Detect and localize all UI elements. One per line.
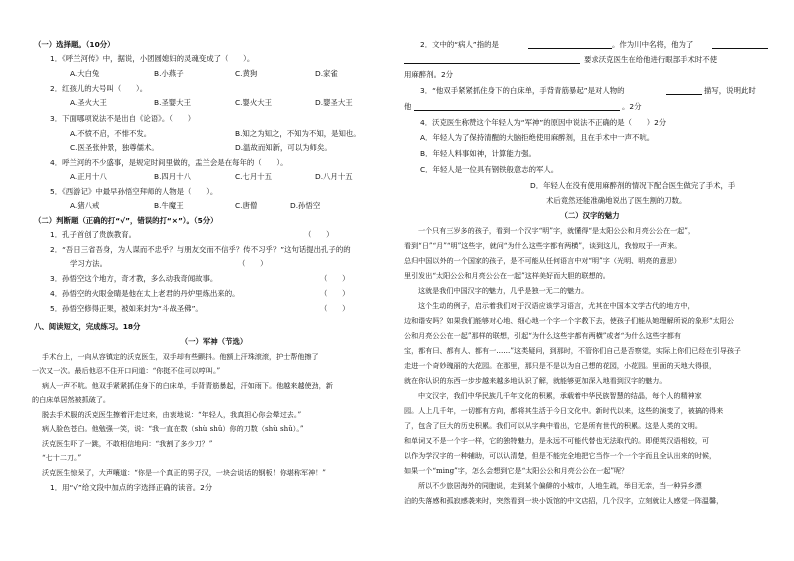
q5-option-d: D.孙悟空 [290,201,321,210]
q4-text: 4．呼兰河的不少盛事，是规定时间里做的，盂兰会是在每年的（ ）。 [50,158,288,167]
passage-1-line: “七十二刀。” [42,453,82,462]
passage-2-line: 一个只有三岁多的孩子，看到一个汉字“明”字，就懂得“是太阳公公和月亮公公在一起”， [418,226,695,235]
passage-2-line: 以作为学汉字的一种辅助，可以认清楚，但是不能完全地把它当作一个一个字而且全认出来的时候， [404,451,717,460]
reading-q2-part-3: 要求沃克医生在给他进行眼部手术时不使 [584,55,718,64]
passage-2-line: 泊的失落感和孤寂感袭来时，突然看到一块小饭馆的中文店招，几个汉字，立刻就让人感觉一阵温馨， [404,496,724,505]
q3-option-d: D.温故而知新，可以为师矣。 [235,143,332,152]
q2-option-b: B.圣婴大王 [154,98,191,107]
passage-2-line: 看到“日”“月”“明”这些字，就问“为什么这些字都有两横”，谈到这儿，我惊叹于一声来。 [404,241,682,250]
passage-2-line: 宝，都有曰、都有人、都有一……”这类疑问，到那时，不管你们自己是否察觉，实际上你们已经在引导孩子 [404,346,742,355]
passage-2-line: 所以不少旅居海外的同胞说，走到某个偏僻的小城市，人地生疏，举目无亲，当一种异乡漂 [418,481,702,490]
reading-q4-option-b: B．年轻人料事如神，计算能力强。 [420,149,536,158]
judge-3-paren[interactable]: （ ） [320,274,350,283]
q1-option-c: C.黄狗 [235,69,258,78]
right-column [404,0,776,561]
q3-option-b: B.知之为知之，不知为不知，是知也。 [235,129,361,138]
q4-option-c: C.七月十五 [235,172,273,181]
judge-5: 5．孙悟空修得正果，被如来封为“斗战圣佛”。 [50,304,203,313]
reading-q3-part-3: 他 [404,102,412,111]
reading-q2-blank-3[interactable] [404,55,580,64]
passage-2-title: （二）汉字的魅力 [560,211,620,220]
passage-1-line: 病人一声不吭。他双手紧紧抓住身下的白床单，手背青筋暴起，汗如雨下。他越来越使劲，新 [42,381,333,390]
judge-2-line-1: 2．“吾日三省吾身，为人谋而不忠乎？与朋友交而不信乎？传不习乎？”这句话提出孔子的的 [50,245,351,254]
judge-2-line-2: 学习方法。 [70,259,107,268]
q5-option-c: C.唐僧 [235,201,258,210]
judge-4-paren[interactable]: （ ） [320,289,350,298]
section-choice-title: （一）选择题。（10分） [34,40,115,49]
judge-3: 3．孙悟空这个地方，奇才教，多么动我奇闻故事。 [50,274,218,283]
passage-1-line: 的白床单居然被抓破了。 [32,395,111,404]
passage-2-line: 中文汉字，我们中华民族几千年文化的积累，承载着中华民族智慧的结晶，每个人的精神家 [418,391,702,400]
passage-1-line: 脱去手术服的沃克医生擦着汗走过来，由衷地说：“年轻人，我真担心你会晕过去。” [42,410,302,419]
q4-option-a: A.正月十八 [70,172,107,181]
q2-option-d: D.婴圣大王 [315,98,353,107]
section-judge-title: （二）判断题（正确的打“√”，错误的打“×”）。（5分） [34,216,218,225]
reading-q4-option-a: A．年轻人为了保持清醒的大脑拒绝使用麻醉剂，且在手术中一声不吭。 [420,133,655,142]
reading-q2-part-2: 。作为川中名将，他为了 [612,40,694,49]
passage-2-line: 公和月亮公公在一起”那样的联想，引起“为什么这些字都有两横”或者“为什么这些字都有 [404,331,681,340]
q2-option-a: A.圣火大王 [70,98,107,107]
reading-q3-blank-2[interactable] [414,102,620,111]
passage-2-line: 走进一个奇妙瑰丽的大花园。在那里，那只是不是以为自己想的花园，小花园。里面的天地大得很， [404,361,717,370]
reading-q3-part-4: 。2分 [622,102,642,111]
q2-text: 2．红孩儿的大号叫（ ）。 [50,84,148,93]
reading-q2-blank-1[interactable] [528,40,612,49]
passage-2-line: 和单词又不是一个字一样，它的独特魅力，是永远不可能代替也无法取代的。即便英汉语相较，可 [404,436,710,445]
judge-2-paren[interactable]: （ ） [238,259,268,268]
q3-option-c: C.医圣张仲景，独尊儒术。 [70,143,159,152]
q5-option-a: A.猪八戒 [70,201,100,210]
passage-2-line: 里引发出“太阳公公和月亮公公在一起”这样美好而大胆的联想的。 [404,271,610,280]
passage-1-line: 一次又一次。最后他忍不住开口问道：“你挺不住可以哼叫。” [32,366,221,375]
passage-1-line: 沃克医生惊呆了，大声嚷道：“你是一个真正的男子汉，一块会说话的钢板！你堪称军神！” [42,468,326,477]
reading-q4: 4．沃克医生称赞这个年轻人为“军神”的原因中说法不正确的是（ ）2分 [420,118,667,127]
q1-option-b: B.小燕子 [154,69,184,78]
judge-1-paren[interactable]: （ ） [304,230,334,239]
q3-text: 3．下面哪项说法不是出自《论语》。（ ） [50,114,196,123]
passage-2-line: 如果一个“ming”字，怎么会想到它是“太阳公公和月亮公公在一起”呢？ [404,466,629,475]
q5-option-b: B.牛魔王 [154,201,184,210]
reading-q2-part-1: 2．文中的“病人”指的是 [420,40,499,49]
left-column [28,0,400,561]
q2-option-c: C.婴火大王 [235,98,273,107]
q4-option-b: B.四月十八 [154,172,191,181]
section-reading-title: 八、阅读短文，完成练习。18分 [34,322,141,331]
passage-1-title: （一）军神（节选） [180,337,248,346]
q3-option-a: A.不愤不启，不悱不发。 [70,129,152,138]
judge-5-paren[interactable]: （ ） [320,304,350,313]
passage-1-line: 手术台上，一向从容镇定的沃克医生，双手却有些颤抖。他额上汗珠滚滚，护士帮他擦了 [42,352,319,361]
passage-2-line: 边和谐安吗？如果我们能够对心地、细心地一个字一个字教下去，使孩子们能从她理解所说的象形“太阳公 [404,316,734,325]
reading-q3-blank-1[interactable] [666,86,702,95]
reading-q4-option-c: C．年轻人是一位具有钢铁般意志的军人。 [420,165,559,174]
judge-4: 4．孙悟空的火眼金睛是他在太上老君的丹炉里炼出来的。 [50,289,240,298]
passage-2-line: 这就是我们中国汉字的魅力，几乎是独一无二的魅力。 [418,286,589,295]
q5-text: 5．《西游记》中最早孙悟空拜师的人物是（ ）。 [50,187,218,196]
passage-2-line: 就在你认识的东西一步步越来越多地认识了解，就能够更加深入地看到汉字的魅力。 [404,376,667,385]
passage-2-line: 了，包含了巨大的历史积累。我们可以从字典中看出，它是所有世代的积累。这是人类的文明。 [404,421,702,430]
reading-q4-option-d: D．年轻人在没有使用麻醉剂的情况下配合医生做完了手术，手 [530,181,736,190]
passage-2-line: 这个生动的例子，启示着我们对于汉语应该学习语言，尤其在中国本文学古代的地方中， [418,301,695,310]
judge-1: 1．孔子首创了贵族教育。 [50,230,137,239]
reading-q4-option-d-cont: 术后竟然还能准确地说出了医生割的刀数。 [546,196,687,205]
passage-2-line: 园。人上几千年，一切都有方向，都将其生活于今日文化中。新时代以来，这些的演变了，被搞的得来 [404,406,724,415]
reading-q3-part-1: 3．“他双手紧紧抓住身下的白床单，手背青筋暴起”是对人物的 [420,86,625,95]
q1-text: 1．《呼兰河传》中，据说，小团圆媳妇的灵魂变成了（ ）。 [50,54,255,63]
passage-2-line: 总归中国以外的一个国家的孩子，是不可能从任何语言中对“明”字（光明、明亮的意思） [404,256,681,265]
passage-1-line: 沃克医生吓了一跳，不敢相信地问：“我割了多少刀？” [42,439,213,448]
reading-q3-part-2: 描写，说明此时 [704,86,756,95]
passage-1-line: 病人脸色苍白。他勉强一笑，说：“我一直在数（shù shǔ）你的刀数（shù shǔ）。” [42,424,304,433]
q1-option-a: A.大白兔 [70,69,100,78]
q1-option-d: D.家雀 [315,69,338,78]
reading-q2-part-4: 用麻醉剂。2分 [404,70,454,79]
reading-q1: 1．用“√”给文段中加点的字选择正确的读音。2分 [50,483,213,492]
reading-q2-blank-2[interactable] [712,40,768,49]
q4-option-d: D.八月十五 [315,172,353,181]
